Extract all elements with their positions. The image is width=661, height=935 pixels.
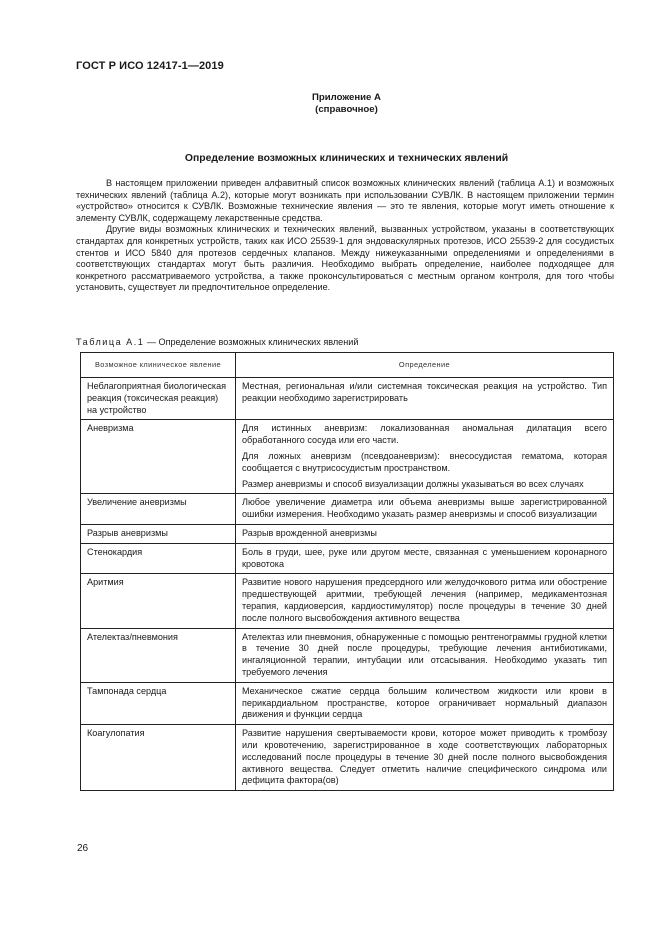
table-row bbox=[81, 494, 614, 525]
definition-cell bbox=[236, 725, 614, 791]
table-caption-text: — Определение возможных клинических явлений bbox=[144, 337, 359, 347]
definition-cell bbox=[236, 682, 614, 724]
page-number: 26 bbox=[77, 843, 89, 854]
definition-text: Боль в груди, шее, руке или другом месте, связанная с уменьшением коронарного кровотока bbox=[242, 546, 607, 569]
table-row bbox=[81, 682, 614, 724]
table-row bbox=[81, 574, 614, 628]
event-cell: Ателектаз/пневмония bbox=[81, 628, 236, 682]
definition-text: Развитие нарушения свертываемости крови, которое может приводить к тромбозу или кровотечению, зарегистрированное в ходе соответствующих лабораторных исследований после процедуры в течение 30 дней после полного высвобождения активного вещества. Следует отметить наличие специфического синдрома или дефицита фактора(ов) bbox=[242, 728, 607, 786]
section-title: Определение возможных клинических и технических явлений bbox=[184, 153, 509, 164]
intro-text bbox=[76, 178, 614, 294]
table-header-row bbox=[81, 353, 614, 378]
definition-cell bbox=[236, 494, 614, 525]
definition-text: Для ложных аневризм (псевдоаневризм): внесосудистая гематома, которая сообщается с внутрисосудистым пространством. bbox=[242, 450, 607, 473]
event-cell: Неблагоприятная биологическая реакция (токсическая реакция) на устройство bbox=[81, 378, 236, 420]
event-cell: Коагулопатия bbox=[81, 725, 236, 791]
definition-text: Для истинных аневризм: локализованная аномальная дилатация всего обработанного сосуда или его части. bbox=[242, 423, 607, 446]
event-cell: Стенокардия bbox=[81, 543, 236, 574]
definition-text: Ателектаз или пневмония, обнаруженные с помощью рентгенограммы грудной клетки в течение 30 дней после процедуры, требующие лечения антибиотиками, ингаляционной терапии, интубации или отсасывания. Необходимо указать тип требуемого лечения bbox=[242, 631, 607, 677]
definition-cell bbox=[236, 543, 614, 574]
table-row bbox=[81, 725, 614, 791]
definitions-table bbox=[80, 352, 614, 791]
definition-text: Местная, региональная и/или системная токсическая реакция на устройство. Тип реакции необходимо зарегистрировать bbox=[242, 381, 607, 403]
definition-text: Развитие нового нарушения предсердного или желудочкового ритма или обострение предшествующей аритмии, требующей лечения (например, медикаментозная терапия, кардиоверсия, кардиостимулятор) после процедуры в течение 30 дней после полного высвобождения активного вещества bbox=[242, 577, 607, 623]
column-header-definition: Определение bbox=[236, 353, 614, 378]
definition-cell bbox=[236, 378, 614, 420]
definition-text: Размер аневризмы и способ визуализации должны указываться во всех случаях bbox=[242, 478, 584, 489]
paragraph: Другие виды возможных клинических и технических явлений, вызванных устройством, указаны в соответствующих стандартах для конкретных устройств, таких как ИСО 25539-1 для эндоваскулярных протезов, ИСО 25539-2 для сосудистых стентов и ИСО 5840 для протезов сердечных клапанов. Между нижеуказанными определениями и определениями в соответствующих стандартах могут быть различия. Необходимо выбрать определение, наиболее подходящее для конкретного рассматриваемого устройства, а также проконсультироваться с местным органом контроля, для того чтобы установить, существует ли предпочтительное определение. bbox=[76, 224, 614, 293]
table-row bbox=[81, 420, 614, 494]
definition-cell bbox=[236, 574, 614, 628]
table-caption bbox=[76, 337, 358, 347]
table-row bbox=[81, 543, 614, 574]
definition-text: Механическое сжатие сердца большим количеством жидкости или крови в перикардиальном пространстве, которое ограничивает нормальный диапазон движения и функции сердца bbox=[242, 685, 607, 720]
event-cell: Аритмия bbox=[81, 574, 236, 628]
table-row bbox=[81, 628, 614, 682]
table-row bbox=[81, 378, 614, 420]
event-cell: Тампонада сердца bbox=[81, 682, 236, 724]
event-cell: Аневризма bbox=[81, 420, 236, 494]
event-cell: Разрыв аневризмы bbox=[81, 524, 236, 543]
column-header-event: Возможное клиническое явление bbox=[81, 353, 236, 378]
definition-text: Разрыв врожденной аневризмы bbox=[242, 527, 377, 538]
paragraph: В настоящем приложении приведен алфавитный список возможных клинических явлений (таблица А.1) и возможных технических явлений (таблица А.2), которые могут возникать при использовании СУВЛК. В настоящем приложении термин «устройство» относится к СУВЛК. Возможные технические явления — это те явления, которые могут иметь отношение к элементу СУВЛК, содержащему лекарственные средства. bbox=[76, 178, 614, 223]
definition-cell bbox=[236, 628, 614, 682]
definition-text: Любое увеличение диаметра или объема аневризмы выше зарегистрированной ошибки измерения. Необходимо указать размер аневризмы и способ визуализации bbox=[242, 497, 607, 520]
table-row bbox=[81, 524, 614, 543]
definition-cell bbox=[236, 524, 614, 543]
definition-cell bbox=[236, 420, 614, 494]
standard-header: ГОСТ Р ИСО 12417-1—2019 bbox=[76, 60, 224, 72]
appendix-note: (справочное) bbox=[315, 104, 378, 115]
event-cell: Увеличение аневризмы bbox=[81, 494, 236, 525]
table-caption-label: Таблица А.1 bbox=[76, 337, 145, 347]
appendix-title: Приложение А bbox=[312, 92, 381, 103]
